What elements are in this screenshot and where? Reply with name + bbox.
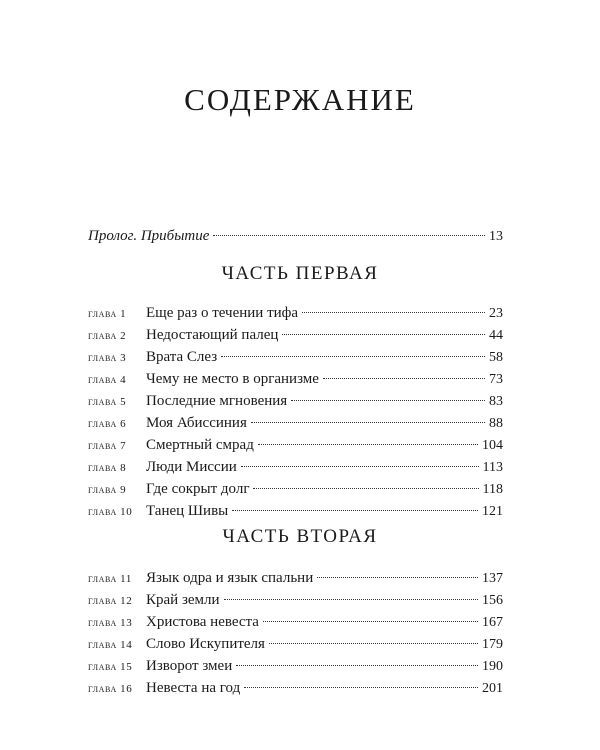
- toc-entry-chapter-14[interactable]: [88, 634, 503, 654]
- entry-page: 121: [482, 504, 503, 519]
- toc-entry-chapter-13[interactable]: [88, 612, 503, 632]
- toc-entry-chapter-15[interactable]: [88, 656, 503, 676]
- entry-page: 83: [489, 394, 503, 409]
- dot-leader: [302, 312, 485, 313]
- entry-page: 201: [482, 681, 503, 696]
- entry-page: 23: [489, 306, 503, 321]
- dot-leader: [232, 510, 478, 511]
- dot-leader: [323, 378, 485, 379]
- entry-title: Танец Шивы: [146, 503, 229, 519]
- chapter-label: глава 10: [88, 506, 133, 518]
- part-heading-2: ЧАСТЬ ВТОРАЯ: [222, 526, 378, 547]
- dot-leader: [241, 466, 479, 467]
- chapter-label: глава 5: [88, 396, 127, 408]
- chapter-label: глава 6: [88, 418, 127, 430]
- entry-page: 179: [482, 637, 503, 652]
- chapter-label: глава 13: [88, 617, 133, 629]
- toc-entry-chapter-3[interactable]: [88, 347, 503, 367]
- chapter-label: глава 4: [88, 374, 127, 386]
- entry-page: 13: [489, 229, 503, 244]
- entry-page: 88: [489, 416, 503, 431]
- entry-page: 113: [482, 460, 503, 475]
- entry-page: 118: [482, 482, 503, 497]
- chapter-label: глава 7: [88, 440, 127, 452]
- entry-title: Невеста на год: [146, 680, 241, 696]
- toc-entry-chapter-6[interactable]: [88, 413, 503, 433]
- entry-title: Изворот змеи: [146, 658, 233, 674]
- chapter-label: глава 12: [88, 595, 133, 607]
- chapter-label: глава 11: [88, 573, 132, 585]
- toc-entry-chapter-9[interactable]: [88, 479, 503, 499]
- dot-leader: [213, 235, 485, 236]
- chapter-label: глава 16: [88, 683, 133, 695]
- entry-title: Моя Абиссиния: [146, 415, 247, 431]
- page-title: СОДЕРЖАНИЕ: [184, 82, 416, 117]
- chapter-label: глава 2: [88, 330, 127, 342]
- toc-entry-chapter-1[interactable]: [88, 303, 503, 323]
- entry-page: 104: [482, 438, 503, 453]
- dot-leader: [258, 444, 478, 445]
- chapter-label: глава 3: [88, 352, 127, 364]
- toc-entry-chapter-10[interactable]: [88, 501, 503, 521]
- toc-entry-chapter-11[interactable]: [88, 568, 503, 588]
- toc-entry-prologue[interactable]: [88, 226, 503, 246]
- chapter-label: глава 9: [88, 484, 127, 496]
- chapter-label: глава 8: [88, 462, 127, 474]
- entry-page: 190: [482, 659, 503, 674]
- toc-entry-chapter-12[interactable]: [88, 590, 503, 610]
- entry-page: 167: [482, 615, 503, 630]
- entry-title: Последние мгновения: [146, 393, 288, 409]
- dot-leader: [282, 334, 485, 335]
- entry-title: Край земли: [146, 592, 220, 608]
- dot-leader: [317, 577, 478, 578]
- entry-page: 44: [489, 328, 503, 343]
- dot-leader: [224, 599, 478, 600]
- entry-title: Чему не место в организме: [146, 371, 319, 387]
- chapter-label: глава 1: [88, 308, 127, 320]
- toc-entry-chapter-8[interactable]: [88, 457, 503, 477]
- entry-title: Врата Слез: [146, 349, 218, 365]
- toc-entry-chapter-7[interactable]: [88, 435, 503, 455]
- entry-title: Слово Искупителя: [146, 636, 265, 652]
- chapter-label: глава 14: [88, 639, 133, 651]
- dot-leader: [244, 687, 478, 688]
- entry-page: 73: [489, 372, 503, 387]
- entry-page: 58: [489, 350, 503, 365]
- entry-title: Пролог. Прибытие: [88, 228, 210, 244]
- dot-leader: [263, 621, 478, 622]
- dot-leader: [253, 488, 478, 489]
- entry-page: 156: [482, 593, 503, 608]
- entry-page: 137: [482, 571, 503, 586]
- entry-title: Недостающий палец: [146, 327, 279, 343]
- dot-leader: [221, 356, 485, 357]
- chapter-label: глава 15: [88, 661, 133, 673]
- entry-title: Христова невеста: [146, 614, 259, 630]
- dot-leader: [269, 643, 478, 644]
- entry-title: Смертный смрад: [146, 437, 254, 453]
- entry-title: Еще раз о течении тифа: [146, 305, 299, 321]
- toc-entry-chapter-5[interactable]: [88, 391, 503, 411]
- toc-entry-chapter-16[interactable]: [88, 678, 503, 698]
- toc-entry-chapter-4[interactable]: [88, 369, 503, 389]
- toc-entry-chapter-2[interactable]: [88, 325, 503, 345]
- entry-title: Люди Миссии: [146, 459, 237, 475]
- dot-leader: [251, 422, 485, 423]
- entry-title: Язык одра и язык спальни: [146, 570, 314, 586]
- part-heading-1: ЧАСТЬ ПЕРВАЯ: [221, 263, 379, 284]
- dot-leader: [291, 400, 485, 401]
- entry-title: Где сокрыт долг: [146, 481, 250, 497]
- dot-leader: [236, 665, 478, 666]
